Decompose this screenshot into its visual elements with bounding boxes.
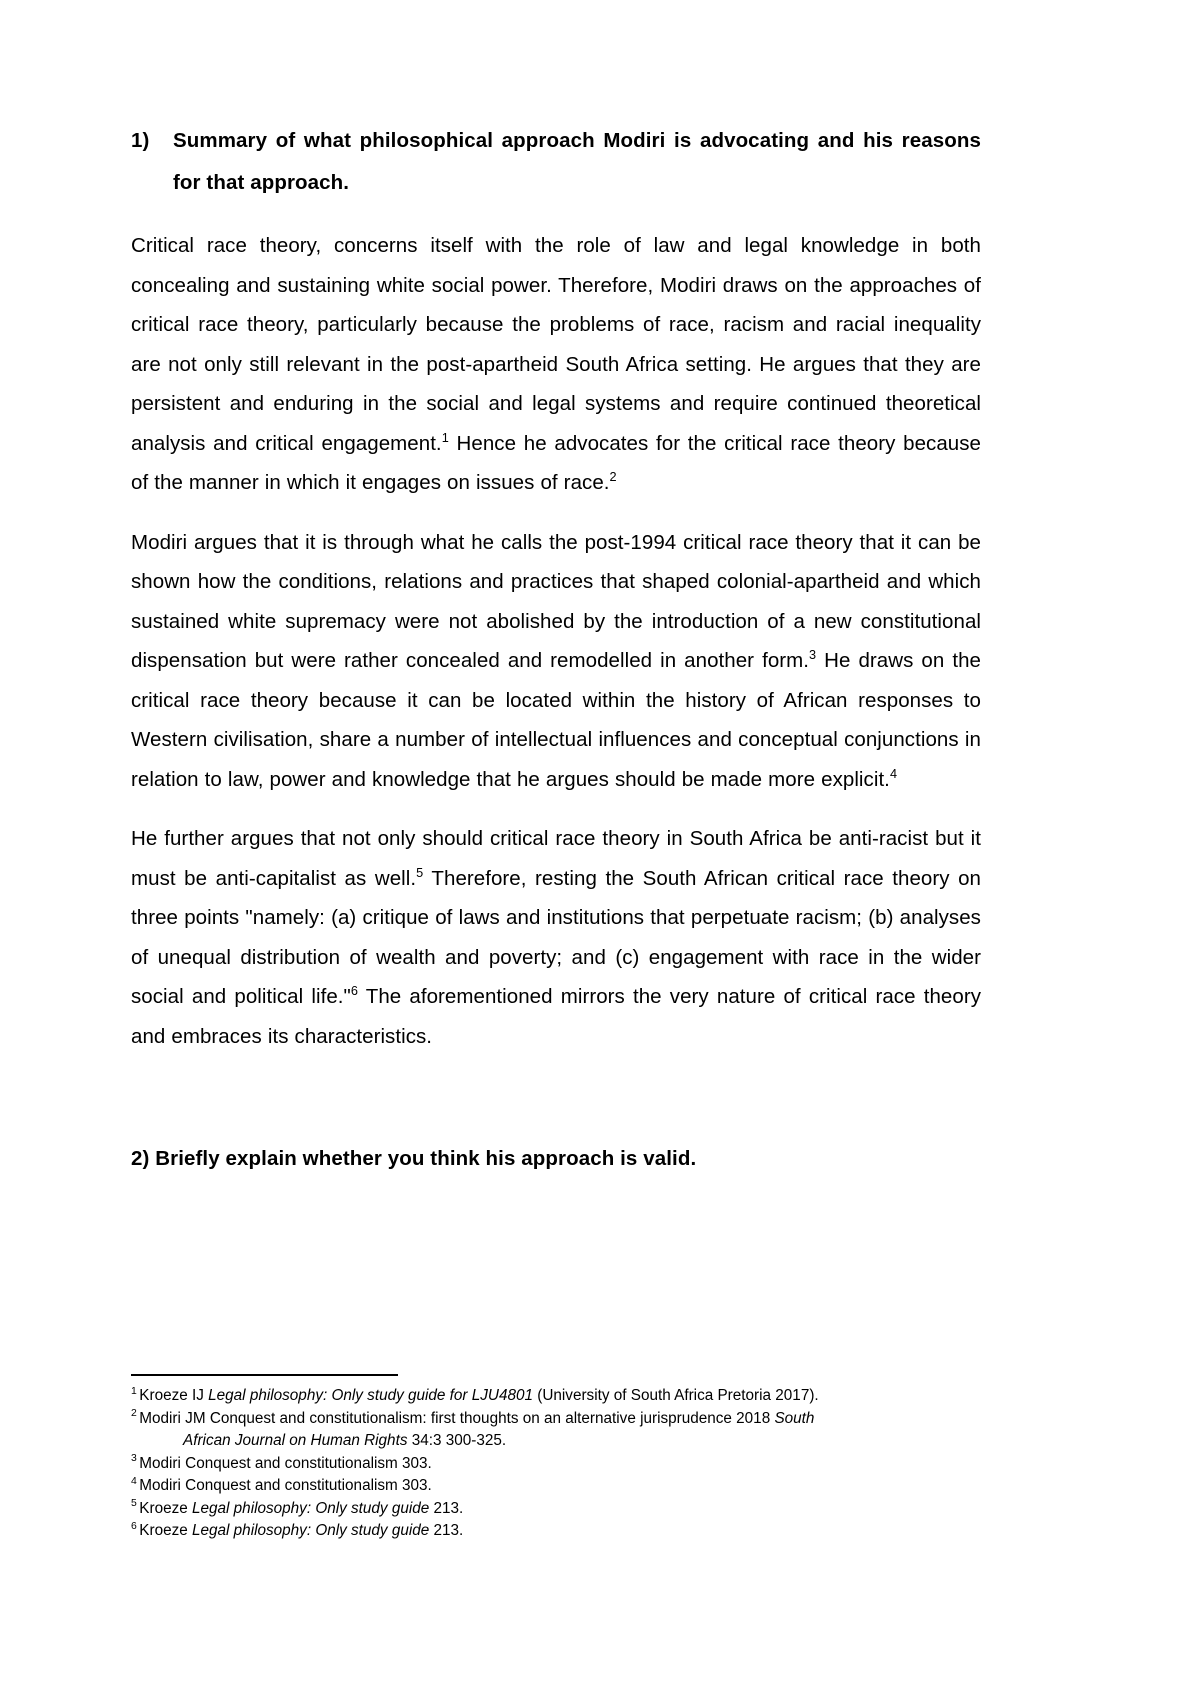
footnote-marker: 5 — [416, 864, 424, 880]
footnote-item: $^1$ Kroeze IJ Legal philosophy: Only study guide for LJU4801 (University of South Africa Pretoria 2017). — [131, 1385, 819, 1404]
footnote-number: 2 — [131, 1408, 137, 1420]
footnote-number: 1 — [131, 1385, 137, 1397]
footnote-number: 5 — [131, 1498, 137, 1510]
section-heading-text-q1: Summary of what philosophical approach Modiri is advocating and his reasons for that approach. — [173, 129, 981, 194]
footnote-marker: 2 — [609, 469, 617, 485]
footnote-separator-rule — [131, 1374, 398, 1376]
document-body — [131, 120, 981, 1202]
footnote-marker: 6 — [350, 983, 358, 999]
footnote-item: $^2$ Modiri JM Conquest and constitutionalism: first thoughts on an alternative jurisprudence 2018 South African Journal on Human Rights 34:3 300-325. — [131, 1408, 991, 1453]
footnote-marker: 3 — [809, 647, 817, 663]
section-heading-q2: 2) Briefly explain whether you think his approach is valid. — [131, 1147, 697, 1170]
footnote-continuation: African Journal on Human Rights 34:3 300-325. — [183, 1432, 507, 1449]
paragraph-1: Critical race theory, concerns itself with the role of law and legal knowledge in both concealing and sustaining white social power. Therefore, Modiri draws on the approaches of critical race theory, particularly because the problems of race, racism and racial inequality are not only still relevant in the post-apartheid South Africa setting. He argues that they are persistent and enduring in the social and legal systems and require continued theoretical analysis and critical engagement.$^1$ Hence he advocates for the critical race theory because of the manner in which it engages on issues of race.$^2$ — [131, 234, 981, 494]
footnote-marker: 4 — [889, 765, 898, 781]
paragraph-3: He further argues that not only should critical race theory in South Africa be anti-racist but it must be anti-capitalist as well.$^5$ Therefore, resting the South African critical race theory on three points "namely: (a) critique of laws and institutions that perpetuate racism; (b) analyses of unequal distribution of wealth and poverty; and (c) engagement with race in the wider social and political life."$^6$ The aforementioned mirrors the very nature of critical race theory and embraces its characteristics. — [131, 827, 981, 1048]
footnote-marker: 1 — [441, 429, 449, 445]
section-spacer — [131, 1076, 981, 1138]
footnote-item: $^4$ Modiri Conquest and constitutionalism 303. — [131, 1475, 432, 1494]
footnote-number: 3 — [131, 1453, 137, 1465]
footnote-number: 4 — [131, 1475, 137, 1487]
footnote-number: 6 — [131, 1520, 137, 1532]
footnote-item: $^6$ Kroeze Legal philosophy: Only study guide 213. — [131, 1520, 464, 1539]
footnotes-block — [131, 1374, 991, 1543]
footnote-item: $^3$ Modiri Conquest and constitutionalism 303. — [131, 1453, 432, 1472]
paragraph-2: Modiri argues that it is through what he calls the post-1994 critical race theory that it can be shown how the conditions, relations and practices that shaped colonial-apartheid and which sustained white supremacy were not abolished by the introduction of a new constitutional dispensation but were rather concealed and remodelled in another form.$^3$ He draws on the critical race theory because it can be located within the history of African responses to Western civilisation, share a number of intellectual influences and conceptual conjunctions in relation to law, power and knowledge that he argues should be made more explicit.$^4$ — [131, 530, 981, 791]
section-number-q1: 1) — [131, 129, 150, 152]
section-heading-q1 — [131, 120, 981, 204]
footnote-item: $^5$ Kroeze Legal philosophy: Only study guide 213. — [131, 1498, 464, 1517]
